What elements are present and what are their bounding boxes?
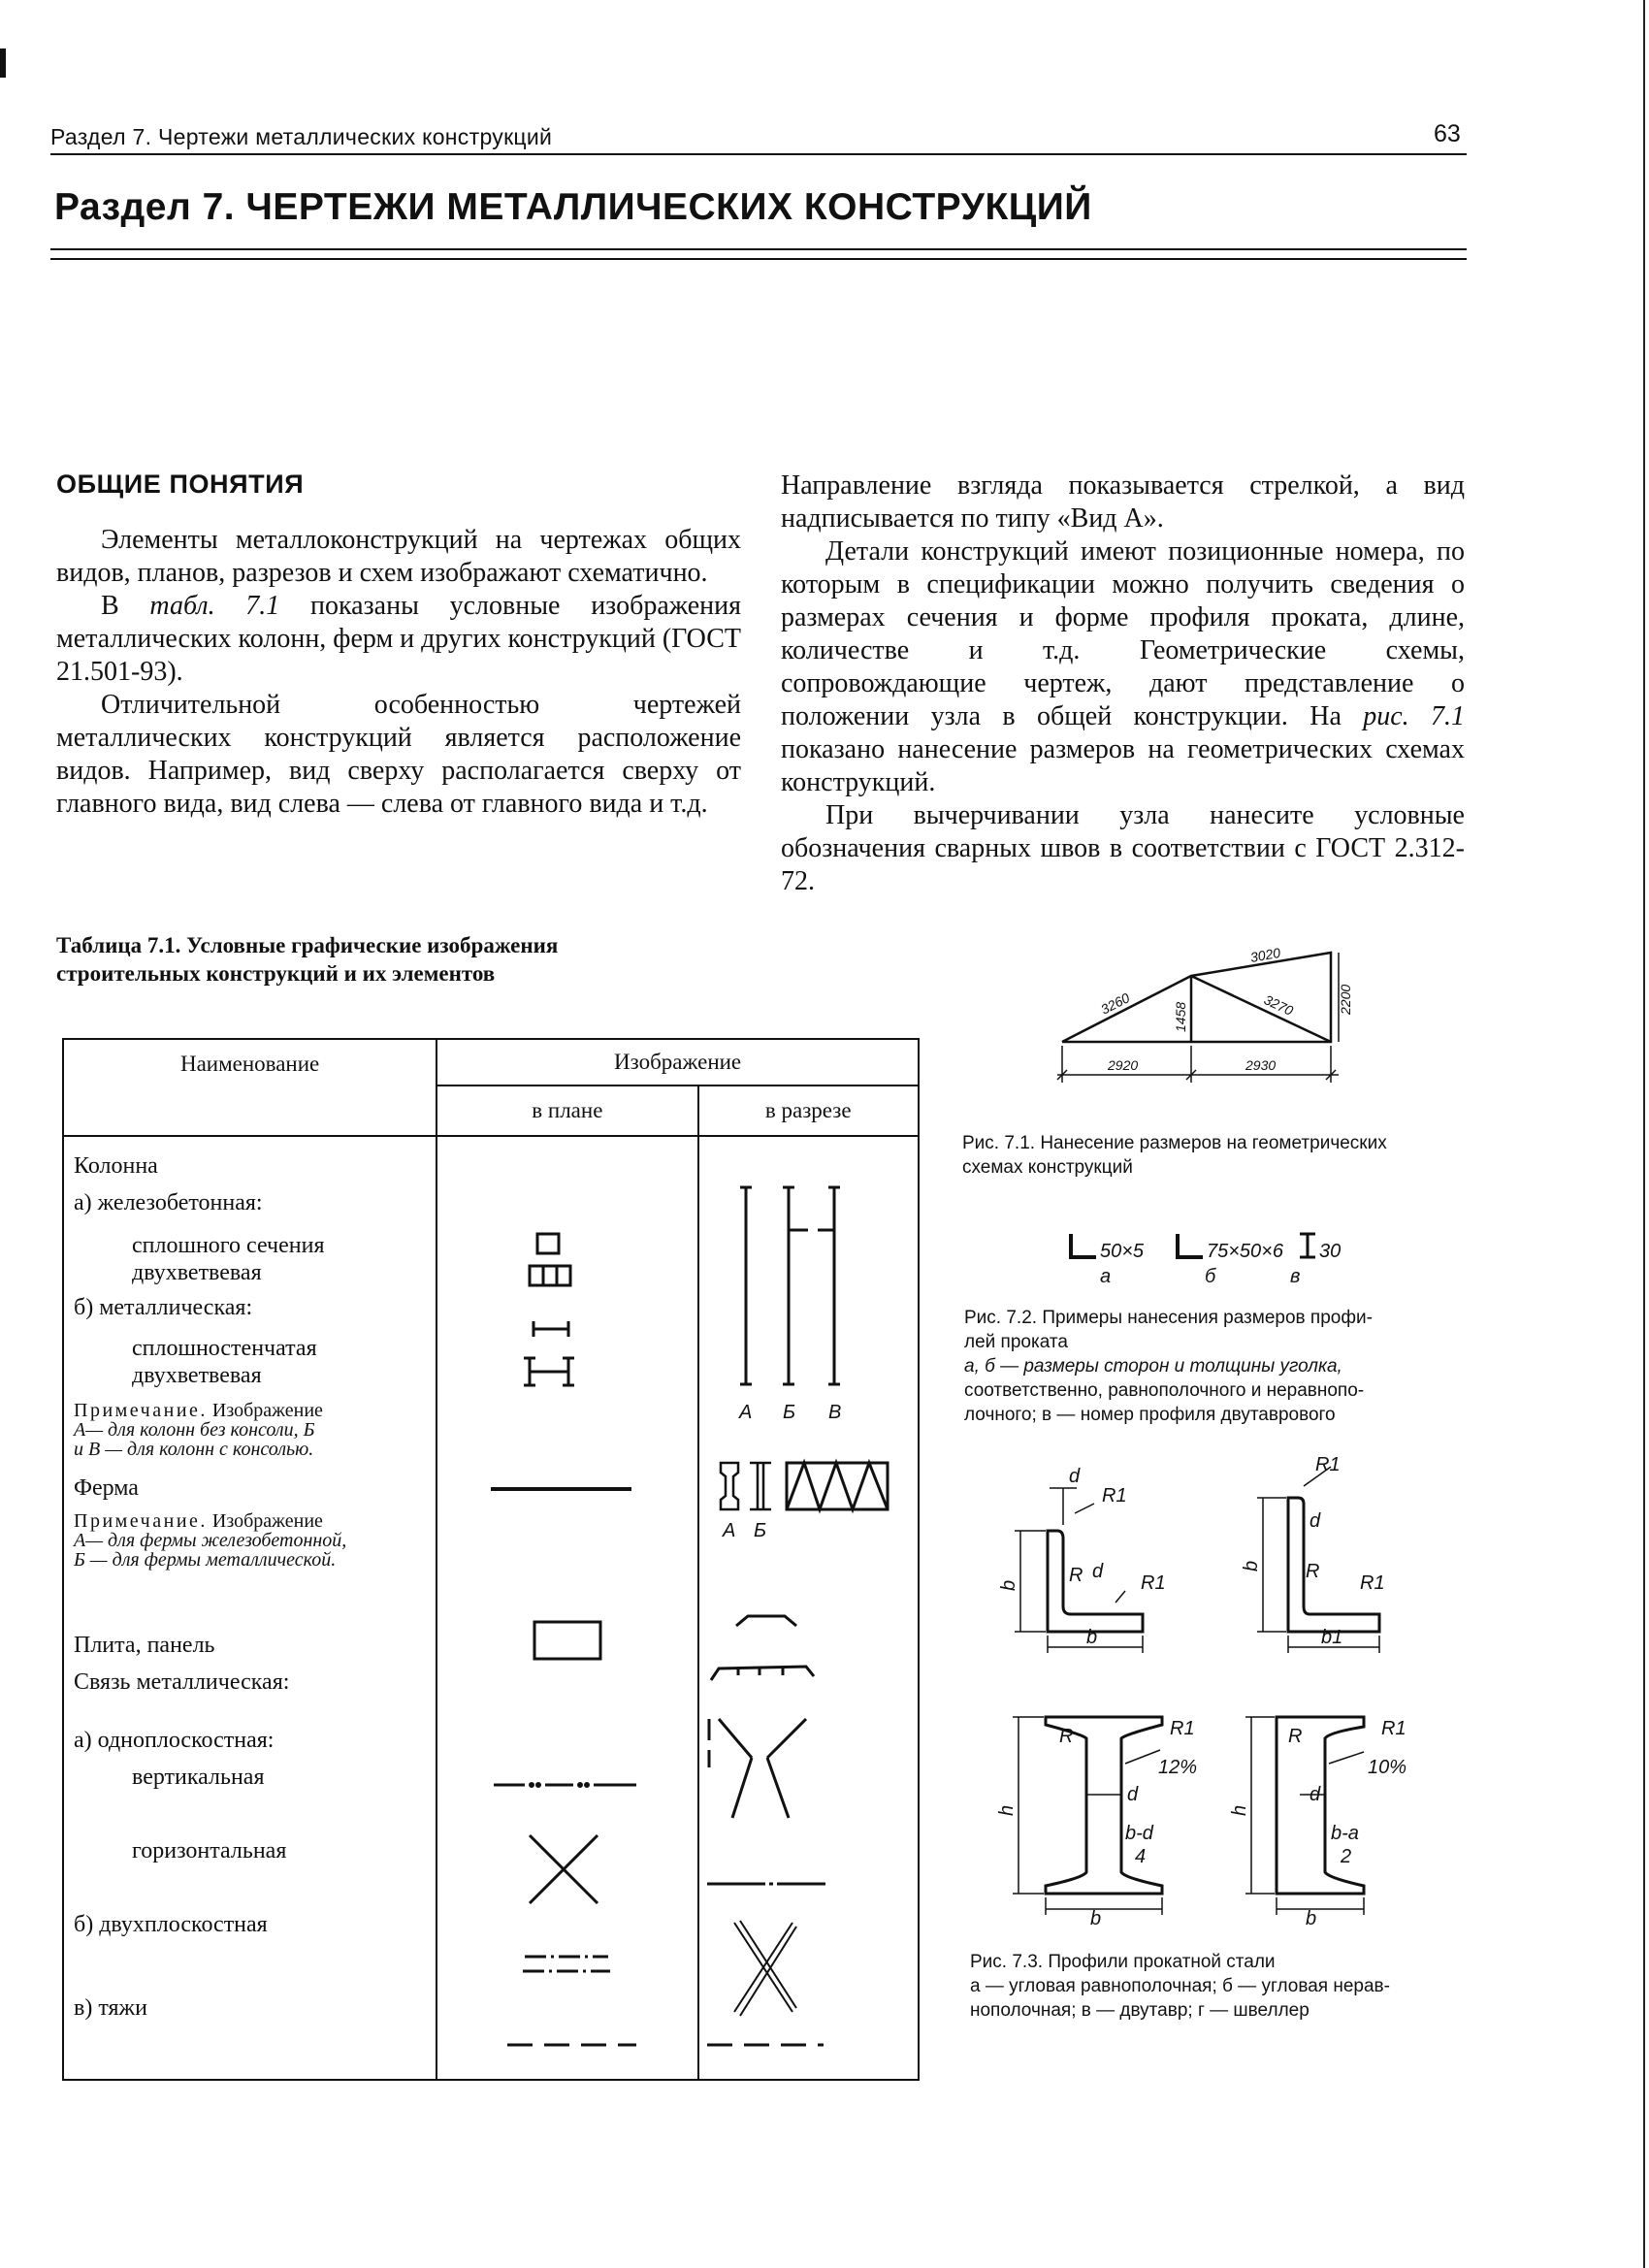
header-name bbox=[63, 1039, 436, 1136]
label-r: R bbox=[1069, 1565, 1083, 1586]
dim-2920: 2920 bbox=[1108, 1057, 1139, 1073]
left-paragraph-1: Элементы металлоконструкций на чертежах общих видов, планов, разрезов и схем изображают схематично. bbox=[56, 525, 741, 588]
label-b: Б bbox=[753, 1520, 766, 1541]
truss-section-a bbox=[721, 1463, 738, 1509]
label-b: Б bbox=[782, 1402, 795, 1423]
profile-a: 50×5 bbox=[1100, 1241, 1145, 1262]
section-column bbox=[698, 1136, 920, 2080]
label-b: b bbox=[998, 1579, 1019, 1591]
table-reference: табл. 7.1 bbox=[149, 591, 280, 621]
label-a: А bbox=[722, 1520, 735, 1541]
names-column bbox=[63, 1136, 436, 2080]
label-two: 2 bbox=[1341, 1846, 1352, 1867]
angle-unequal-icon bbox=[1178, 1234, 1203, 1257]
caption-line: Рис. 7.2. Примеры нанесения размеров профи- bbox=[964, 1308, 1373, 1328]
left-column bbox=[56, 524, 741, 821]
row-svyaz: Связь металлическая: bbox=[74, 1669, 290, 1695]
right-paragraph-2 bbox=[781, 535, 1465, 799]
label-d: d bbox=[1069, 1466, 1081, 1487]
label-percent: 10% bbox=[1368, 1757, 1407, 1778]
label-d: d bbox=[1092, 1561, 1104, 1582]
label-h: h bbox=[1229, 1804, 1250, 1816]
right-paragraph-3: При вычерчивании узла нанесите условные обозначения сварных швов в соответствии с ГОСТ 2.312-72. bbox=[781, 800, 1465, 896]
two-plane-bracing-plan-symbol bbox=[523, 1957, 610, 1971]
bracing-truss-section-symbol bbox=[711, 1667, 814, 1680]
label-b: b bbox=[1241, 1560, 1262, 1571]
caption-line: а — угловая равнополочная; б — угловая нерав- bbox=[970, 1976, 1390, 1996]
dim-1458: 1458 bbox=[1173, 1001, 1188, 1032]
page-number: 63 bbox=[1434, 120, 1461, 147]
note-text: Изображение bbox=[207, 1510, 323, 1532]
caption-line: соответственно, равнополочного и неравнопо- bbox=[964, 1380, 1365, 1401]
column-section-b bbox=[783, 1187, 808, 1384]
panel-plan-symbol bbox=[534, 1622, 600, 1659]
label-a: А bbox=[738, 1402, 752, 1423]
profile-b: 75×50×6 bbox=[1207, 1241, 1283, 1262]
dim-2930: 2930 bbox=[1245, 1057, 1277, 1073]
title-rule-bottom bbox=[50, 258, 1467, 260]
row-b-dvuhpl: б) двухплоскостная bbox=[74, 1912, 268, 1937]
label-r: R bbox=[1059, 1726, 1074, 1747]
row-gorizont: горизонтальная bbox=[132, 1838, 287, 1863]
right-edge-mark bbox=[1643, 0, 1645, 2268]
figure-7-1 bbox=[1048, 937, 1358, 1092]
row-ferma: Ферма bbox=[74, 1475, 139, 1501]
right-column bbox=[781, 470, 1465, 898]
row-sploshnostenchataya: сплошностенчатая bbox=[132, 1336, 317, 1361]
label-h: h bbox=[996, 1804, 1018, 1816]
caption-line: нополочная; в — двутавр; г — швеллер bbox=[970, 2000, 1310, 2021]
label-r1: R1 bbox=[1170, 1718, 1195, 1739]
header-section bbox=[698, 1085, 920, 1136]
row-a-odnopl: а) одноплоскостная: bbox=[74, 1728, 275, 1753]
row-dvuhvetv1: двухветвевая bbox=[132, 1260, 262, 1285]
header-section-text: в разрезе bbox=[764, 1098, 852, 1122]
unequal-angle-profile bbox=[1288, 1498, 1379, 1632]
table-7-1 bbox=[62, 1038, 920, 2081]
caption-line: схемах конструкций bbox=[962, 1157, 1133, 1178]
left-paragraph-2 bbox=[56, 590, 741, 689]
running-title: Раздел 7. Чертежи металлических конструкций bbox=[50, 124, 553, 149]
label-r: R bbox=[1288, 1726, 1303, 1747]
dim-3260: 3260 bbox=[1098, 989, 1133, 1018]
label-d: d bbox=[1127, 1784, 1139, 1805]
header-rule bbox=[50, 153, 1467, 155]
label-b: b bbox=[1086, 1627, 1098, 1648]
twin-column-plan-symbol bbox=[530, 1266, 570, 1285]
text: Детали конструкций имеют позиционные номера, по которым в спецификации можно получить сведения о размерах сечения и форме профиля проката, длине, количестве и т.д. Геометрические схемы, сопровождающие чертеж, дают представление о положении узла в общей конструкции. На bbox=[781, 536, 1465, 731]
solid-column-plan-symbol bbox=[537, 1234, 559, 1253]
section-title: Раздел 7. ЧЕРТЕЖИ МЕТАЛЛИЧЕСКИХ КОНСТРУКЦИЙ bbox=[54, 186, 1092, 228]
table-caption bbox=[56, 931, 638, 988]
row-v-tyazhi: в) тяжи bbox=[74, 1995, 147, 2021]
label-r1: R1 bbox=[1381, 1718, 1406, 1739]
note-label: Примечание. bbox=[74, 1400, 208, 1421]
profile-v: 30 bbox=[1319, 1241, 1342, 1262]
figure-7-1-caption bbox=[962, 1131, 1387, 1180]
header-name-text: Наименование bbox=[179, 1052, 320, 1076]
text: В bbox=[101, 591, 150, 621]
row-sploshnogo: сплошного сечения bbox=[132, 1233, 325, 1258]
row-kolonna: Колонна bbox=[74, 1153, 158, 1179]
left-paragraph-3: Отличительной особенностью чертежей металлических конструкций является расположение видов. Например, вид сверху располагается сверху от главного вида, вид слева — слева от главного вида и т.д. bbox=[56, 690, 741, 819]
note-text: А— для фермы железобетонной, bbox=[74, 1530, 347, 1551]
truss-section-b bbox=[750, 1463, 771, 1509]
section-symbols bbox=[699, 1137, 917, 2078]
note-2 bbox=[74, 1511, 346, 1570]
figure-reference: рис. 7.1 bbox=[1363, 701, 1465, 731]
vertical-bracing-plan-symbol bbox=[494, 1784, 636, 1787]
figure-7-3 bbox=[980, 1447, 1474, 1991]
label-four: 4 bbox=[1135, 1846, 1147, 1867]
label-b1: b1 bbox=[1321, 1627, 1343, 1648]
metal-solid-column-plan-symbol bbox=[534, 1321, 568, 1337]
horizontal-bracing-plan-symbol bbox=[530, 1835, 598, 1903]
metal-twin-column-plan-symbol bbox=[524, 1358, 574, 1385]
label-r1: R1 bbox=[1102, 1485, 1127, 1507]
plan-column bbox=[436, 1136, 697, 2080]
vertical-bracing-section-symbol bbox=[709, 1719, 806, 1818]
caption-line: Рис. 7.3. Профили прокатной стали bbox=[970, 1952, 1276, 1972]
two-plane-bracing-section-symbol bbox=[734, 1921, 796, 2016]
label-bd: b-d bbox=[1125, 1823, 1153, 1844]
table-caption-line: строительных конструкций и их элементов bbox=[56, 961, 496, 986]
title-rule-top bbox=[50, 248, 1467, 250]
table-caption-line: Таблица 7.1. Условные графические изображения bbox=[56, 933, 559, 957]
note-text: Б — для фермы металлической. bbox=[74, 1549, 337, 1571]
label-ba: b-a bbox=[1331, 1823, 1359, 1844]
label-percent: 12% bbox=[1158, 1757, 1198, 1778]
left-edge-mark bbox=[0, 49, 6, 78]
header-image-text: Изображение bbox=[614, 1050, 742, 1074]
label-b: б bbox=[1205, 1266, 1216, 1287]
label-r1: R1 bbox=[1315, 1454, 1341, 1475]
panel-section-symbol bbox=[736, 1616, 796, 1626]
header-image bbox=[436, 1039, 919, 1085]
column-section-v bbox=[818, 1187, 840, 1384]
truss-section-metal bbox=[787, 1463, 888, 1509]
figure-7-2-caption bbox=[964, 1306, 1469, 1427]
dim-3270: 3270 bbox=[1261, 991, 1296, 1019]
caption-line: а, б — размеры сторон и толщины уголка, bbox=[964, 1356, 1342, 1377]
caption-line: Рис. 7.1. Нанесение размеров на геометрических bbox=[962, 1133, 1387, 1153]
row-b-met: б) металлическая: bbox=[74, 1295, 253, 1320]
right-paragraph-1: Направление взгляда показывается стрелкой, а вид надписывается по типу «Вид А». bbox=[781, 470, 1465, 534]
label-a: а bbox=[1100, 1266, 1112, 1287]
column-section-a bbox=[740, 1187, 752, 1384]
caption-line: лочного; в — номер профиля двутаврового bbox=[964, 1405, 1336, 1425]
label-b: b bbox=[1090, 1908, 1102, 1929]
label-r1: R1 bbox=[1141, 1572, 1166, 1594]
row-a-zhb: а) железобетонная: bbox=[74, 1190, 263, 1215]
label-r: R bbox=[1306, 1561, 1320, 1582]
label-v: в bbox=[1290, 1266, 1301, 1287]
note-text: и В — для колонн с консолью. bbox=[74, 1439, 314, 1460]
text: показаны условные изображения металлических колонн, ферм и других конструкций (ГОСТ 21.501-93). bbox=[56, 591, 742, 687]
dim-2200: 2200 bbox=[1338, 984, 1353, 1015]
row-plita: Плита, панель bbox=[74, 1633, 215, 1658]
figure-7-2 bbox=[1057, 1224, 1377, 1292]
note-text: Изображение bbox=[207, 1400, 323, 1421]
figure-7-3-caption bbox=[970, 1950, 1474, 2023]
header-plan bbox=[436, 1085, 697, 1136]
row-dvuhvetv2: двухветвевая bbox=[132, 1363, 262, 1388]
label-b: b bbox=[1306, 1908, 1317, 1929]
label-v: В bbox=[827, 1402, 841, 1423]
caption-line: лей проката bbox=[964, 1332, 1068, 1352]
label-d: d bbox=[1310, 1784, 1321, 1805]
plan-symbols bbox=[437, 1137, 695, 2078]
note-1 bbox=[74, 1401, 323, 1459]
i-beam-icon bbox=[1300, 1234, 1315, 1257]
row-vertikal: вертикальная bbox=[132, 1765, 265, 1790]
subsection-title: ОБЩИЕ ПОНЯТИЯ bbox=[56, 470, 305, 499]
note-label: Примечание. bbox=[74, 1510, 208, 1532]
note-text: А— для колонн без консоли, Б bbox=[74, 1419, 315, 1441]
label-d: d bbox=[1310, 1510, 1321, 1532]
dim-3020: 3020 bbox=[1248, 944, 1282, 965]
text: показано нанесение размеров на геометрических схемах конструкций. bbox=[781, 734, 1465, 797]
angle-equal-icon bbox=[1071, 1234, 1096, 1257]
label-r1: R1 bbox=[1360, 1572, 1385, 1594]
header-plan-text: в плане bbox=[532, 1098, 603, 1122]
